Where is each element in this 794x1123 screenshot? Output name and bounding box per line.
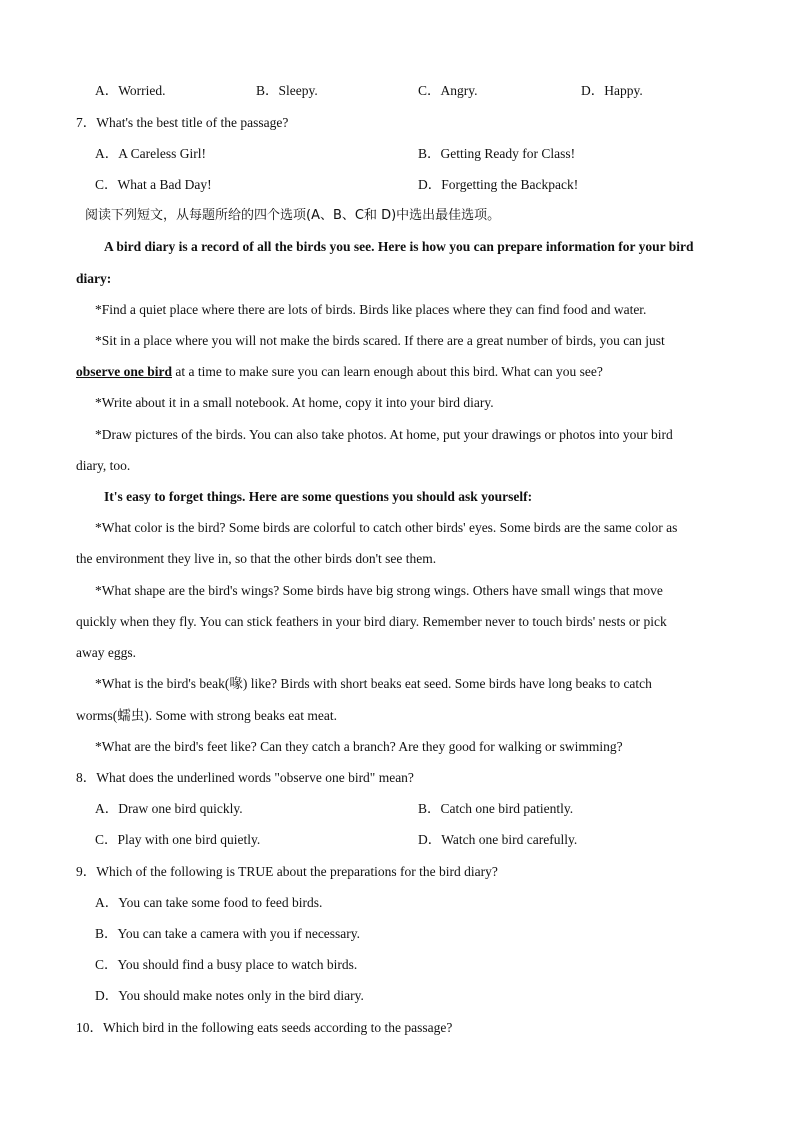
q9-stem: 9．Which of the following is TRUE about the preparations for the bird diary? — [76, 864, 498, 879]
q10-stem: 10．Which bird in the following eats seeds according to the passage? — [76, 1020, 453, 1035]
q7-option-c[interactable]: C．What a Bad Day! — [95, 177, 212, 192]
passage-intro-line2: diary: — [76, 271, 112, 286]
passage-paragraph-7-line2: worms(蠕虫). Some with strong beaks eat meat. — [76, 708, 337, 723]
passage-paragraph-2-rest: at a time to make sure you can learn enough about this bird. What can you see? — [172, 364, 603, 379]
passage-subheading: It's easy to forget things. Here are some questions you should ask yourself: — [104, 489, 533, 504]
q9-option-d[interactable]: D．You should make notes only in the bird diary. — [95, 988, 364, 1003]
passage-paragraph-5-line1: *What color is the bird? Some birds are colorful to catch other birds' eyes. Some birds are the same color as — [95, 520, 678, 535]
q8-option-d[interactable]: D．Watch one bird carefully. — [418, 832, 578, 847]
q9-option-a[interactable]: A．You can take some food to feed birds. — [95, 895, 323, 910]
q8-option-c[interactable]: C．Play with one bird quietly. — [95, 832, 261, 847]
passage-paragraph-8: *What are the bird's feet like? Can they catch a branch? Are they good for walking or swimming? — [95, 739, 623, 754]
q6-option-c[interactable]: C．Angry. — [418, 83, 478, 98]
q6-option-a[interactable]: A．Worried. — [95, 83, 166, 98]
q7-option-a[interactable]: A．A Careless Girl! — [95, 146, 206, 161]
q8-option-b[interactable]: B．Catch one bird patiently. — [418, 801, 574, 816]
passage-paragraph-4-line1: *Draw pictures of the birds. You can also take photos. At home, put your drawings or photos into your bird — [95, 427, 673, 442]
passage-paragraph-2-line2 — [76, 363, 603, 381]
q6-option-d[interactable]: D．Happy. — [581, 83, 643, 98]
q9-option-c[interactable]: C．You should find a busy place to watch birds. — [95, 957, 358, 972]
passage-paragraph-6-line3: away eggs. — [76, 645, 136, 660]
q8-option-a[interactable]: A．Draw one bird quickly. — [95, 801, 243, 816]
passage-paragraph-1: *Find a quiet place where there are lots of birds. Birds like places where they can find food and water. — [95, 302, 647, 317]
q9-option-b[interactable]: B．You can take a camera with you if necessary. — [95, 926, 361, 941]
q7-option-b[interactable]: B．Getting Ready for Class! — [418, 146, 576, 161]
passage-paragraph-6-line2: quickly when they fly. You can stick feathers in your bird diary. Remember never to touch birds' nests or pick — [76, 614, 667, 629]
q8-stem: 8．What does the underlined words "observe one bird" mean? — [76, 770, 414, 785]
q7-option-d[interactable]: D．Forgetting the Backpack! — [418, 177, 579, 192]
passage-paragraph-7-line1: *What is the bird's beak(喙) like? Birds with short beaks eat seed. Some birds have long beaks to catch — [95, 676, 652, 691]
passage-paragraph-5-line2: the environment they live in, so that the other birds don't see them. — [76, 551, 437, 566]
q7-stem: 7．What's the best title of the passage? — [76, 115, 289, 130]
passage-paragraph-4-line2: diary, too. — [76, 458, 131, 473]
q6-option-b[interactable]: B．Sleepy. — [256, 83, 318, 98]
passage-intro-line1: A bird diary is a record of all the birds you see. Here is how you can prepare information for your bird — [104, 239, 694, 254]
passage-paragraph-6-line1: *What shape are the bird's wings? Some birds have big strong wings. Others have small wings that move — [95, 583, 663, 598]
passage-paragraph-3: *Write about it in a small notebook. At home, copy it into your bird diary. — [95, 395, 494, 410]
section-instruction: 阅读下列短文，从每题所给的四个选项(A、B、C和 D)中选出最佳选项。 — [85, 208, 501, 223]
underlined-phrase: observe one bird — [76, 364, 172, 379]
passage-paragraph-2-line1: *Sit in a place where you will not make the birds scared. If there are a great number of birds, you can just — [95, 333, 665, 348]
